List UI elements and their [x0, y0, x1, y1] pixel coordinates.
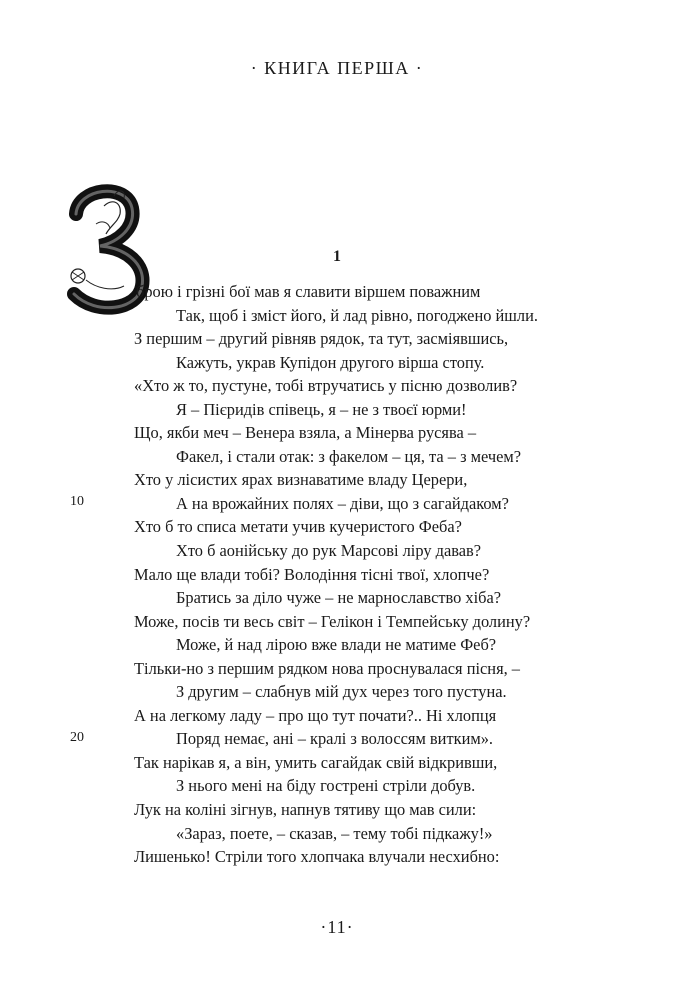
poem-line: А на легкому ладу – про що тут почати?.. Ні хлопця: [134, 705, 497, 725]
poem-line: З нього мені на біду гострені стріли добув.: [176, 776, 476, 796]
poem-line: Я – Пієридів співець, я – не з твоєї юрми!: [176, 399, 467, 419]
poem-line: Що, якби меч – Венера взяла, а Мінерва русява –: [134, 423, 477, 443]
poem-line: Поряд немає, ані – кралі з волоссям витким».: [176, 729, 494, 749]
poem-line: Лишенько! Стріли того хлопчака влучали несхибно:: [134, 847, 500, 867]
poem-line: З другим – слабнув мій дух через того пустуна.: [176, 682, 507, 702]
poem-line: брою і грізні бої мав я славити віршем поважним: [136, 282, 481, 301]
poem-line: «Зараз, поете, – сказав, – тему тобі підкажу!»: [176, 823, 493, 843]
poem-line: Хто б то списа метати учив кучеристого Феба?: [134, 517, 462, 537]
poem-line: Тільки-но з першим рядком нова проснувалася пісня, –: [134, 658, 520, 678]
page-number: ·11·: [320, 917, 354, 937]
poem-line: А на врожайних полях – діви, що з сагайдаком?: [176, 493, 509, 513]
running-head: · КНИГА ПЕРША ·: [250, 58, 424, 78]
poem-line: Хто б аонійську до рук Марсові ліру давав?: [176, 541, 482, 561]
poem-line: Так, щоб і зміст його, й лад рівно, погоджено йшли.: [176, 305, 538, 325]
poem-text: [134, 280, 614, 869]
line-number-10: 10: [70, 494, 84, 509]
poem-line: Хто у лісистих ярах визнаватиме владу Церери,: [134, 470, 468, 490]
line-number-20: 20: [70, 730, 84, 745]
poem-line: «Хто ж то, пустуне, тобі втручатись у пісню дозволив?: [134, 376, 518, 396]
poem-line: Братись за діло чуже – не марнославство хіба?: [176, 588, 502, 608]
poem-line: Факел, і стали отак: з факелом – ця, та – з мечем?: [176, 446, 522, 466]
poem-line: Мало ще влади тобі? Володіння тісні твої, хлопче?: [134, 564, 490, 584]
poem-line: Лук на коліні зігнув, напнув тятиву що мав сили:: [134, 800, 477, 820]
poem-line: Кажуть, украв Купідон другого вірша стопу.: [176, 352, 485, 372]
poem-line: Може, й над лірою вже влади не матиме Феб?: [176, 635, 497, 655]
poem-line: З першим – другий рівняв рядок, та тут, засміявшись,: [134, 329, 509, 349]
section-number: 1: [333, 248, 341, 265]
poem-line: Так нарікав я, а він, умить сагайдак свій відкривши,: [134, 752, 498, 772]
poem-line: Може, посів ти весь світ – Гелікон і Темпейську долину?: [134, 611, 531, 631]
